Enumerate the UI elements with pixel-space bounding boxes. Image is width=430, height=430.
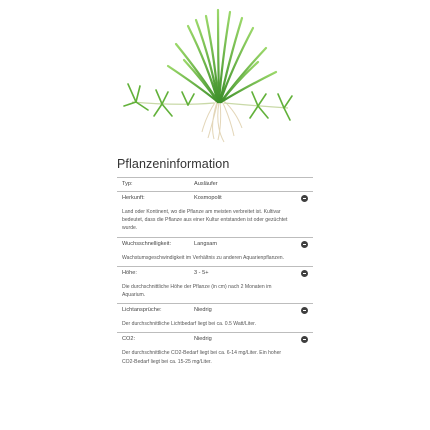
plant-info-table [117,177,313,370]
row-value: Ausläufer [194,181,218,187]
collapse-minus-icon[interactable] [301,307,308,314]
row-value: Niedrig [194,307,212,314]
row-label: Lichtansprüche: [122,307,162,314]
row-label: Herkunft: [122,195,145,201]
row-label: Höhe: [122,269,137,276]
row-description: Wachstumsgeschwindigkeit im Verhältnis zu anderen Aquarienpflanzen. [122,254,285,261]
row-value: Kosmopolit [194,195,222,201]
plant-illustration [118,6,298,146]
collapse-minus-icon[interactable] [301,195,308,202]
row-value: Langsam [194,240,218,247]
plant-image [118,6,298,146]
row-label: CO2: [122,336,136,343]
row-description: Der durchschnittliche Lichtbedarf liegt bei ca. 0.5 Watt/Liter. [122,321,257,328]
info-row-type [117,178,313,191]
info-row-origin[interactable] [117,192,313,205]
row-description: Der durchschnittliche CO2-Bedarf liegt bei ca. 6-14 mg/Liter. Ein hoher CO2-Bedarf liegt bei ca. 15-25 mg/Liter. [122,350,282,365]
info-row-growth-speed[interactable] [117,238,313,251]
row-value: 3 - 5+ [194,269,209,276]
collapse-minus-icon[interactable] [301,241,308,248]
row-label: Wuchsschnelligkeit: [122,240,172,247]
row-description: Land oder Kontinent, wo die Pflanze am meisten verbreitet ist. Kultivar bedeutet, dass die Pflanze aus einer Kultur entstanden ist oder gezüchtet wurde. [122,209,288,232]
row-value: Niedrig [194,336,212,343]
row-label: Typ: [122,181,133,187]
row-description: Die durchschnittliche Höhe der Pflanze (in cm) nach 2 Monaten im Aquarium. [122,283,272,299]
info-row-height[interactable] [117,267,313,280]
info-row-co2[interactable] [117,333,313,346]
collapse-minus-icon[interactable] [301,336,308,343]
collapse-minus-icon[interactable] [301,270,308,277]
info-row-light[interactable] [117,304,313,317]
section-title: Pflanzeninformation [117,157,230,171]
